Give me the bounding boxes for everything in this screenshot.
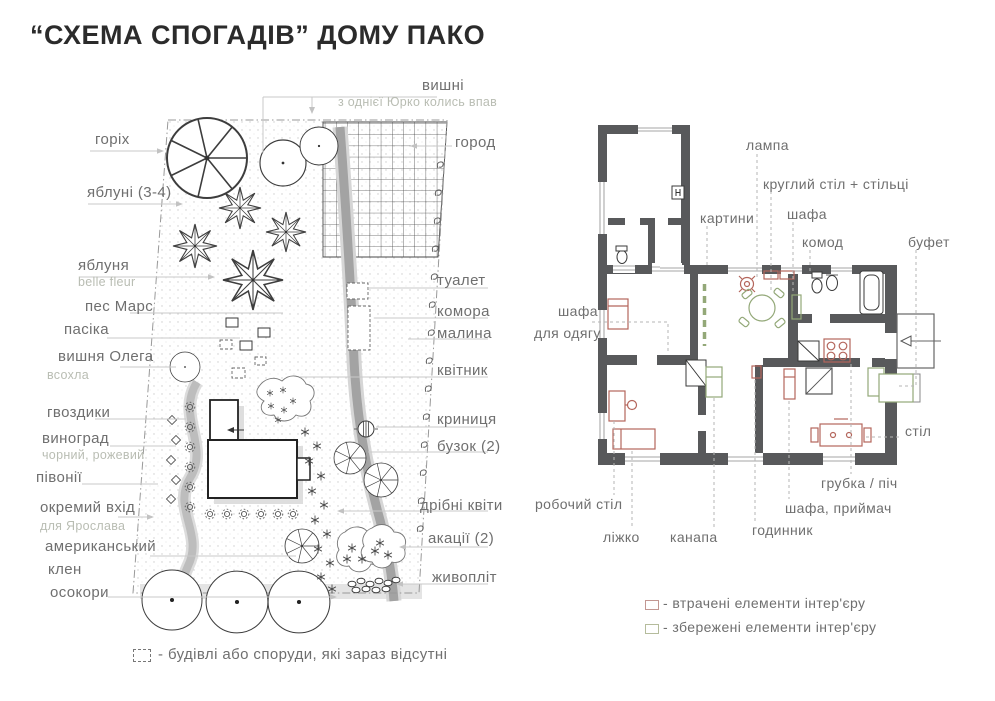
sofa	[706, 367, 722, 397]
porch	[897, 314, 941, 368]
beehive	[226, 318, 238, 327]
label-oleg-cherry-note: всохла	[47, 368, 89, 382]
beehive	[258, 328, 270, 337]
legend-saved-label: - збережені елементи інтер'єру	[663, 619, 877, 635]
label-apple-trees: яблуні (3-4)	[87, 184, 172, 201]
legend-lost-label: - втрачені елементи інтер'єру	[663, 595, 866, 611]
apple-tree-belle-fleur	[223, 250, 283, 310]
label-lamp: лампа	[746, 137, 789, 153]
bed-sw	[613, 429, 655, 449]
label-buffet: буфет	[908, 234, 950, 250]
label-stove: грубка / піч	[821, 475, 898, 491]
label-well: криниця	[437, 411, 497, 428]
label-wardrobe-radio: шафа, приймач	[785, 500, 892, 516]
round-table	[738, 287, 786, 328]
label-dog-mars: пес Марс	[85, 298, 154, 315]
sink-icon	[826, 275, 838, 291]
poplar-tree	[142, 570, 202, 630]
absent-hive	[255, 357, 266, 365]
dark-bed-icon	[806, 368, 832, 394]
legend-lost-icon	[645, 600, 659, 610]
page-title: “СХЕМА СПОГАДІВ” ДОМУ ПАКО	[30, 20, 486, 50]
label-acacias: акації (2)	[428, 530, 495, 547]
label-desk: робочий стіл	[535, 496, 623, 512]
label-wardrobe-left-note: для одягу	[534, 325, 601, 341]
wardrobe-radio-item	[784, 369, 795, 399]
label-separate-entrance: окремий вхід	[40, 499, 136, 516]
legend-absent-buildings-icon	[133, 649, 151, 662]
buffet	[879, 374, 913, 402]
label-carnations: гвоздики	[47, 404, 111, 421]
legend-saved-icon	[645, 624, 659, 634]
label-storeroom: комора	[437, 303, 490, 320]
label-apiary: пасіка	[64, 321, 109, 338]
label-clock: годинник	[752, 522, 813, 538]
absent-hive	[220, 340, 232, 349]
label-flowerbed: квітник	[437, 362, 488, 379]
work-desk	[609, 391, 637, 421]
label-oleg-cherry: вишня Олега	[58, 348, 154, 365]
label-grapes-note: чорний, рожевий	[42, 448, 145, 462]
label-wardrobe-left: шафа	[558, 303, 598, 319]
apple-tree	[219, 187, 261, 229]
label-separate-entrance-note: для Ярослава	[40, 519, 126, 533]
label-bed: ліжко	[603, 529, 640, 545]
poplar-tree	[206, 571, 268, 633]
label-poplars: осокори	[50, 584, 109, 601]
absent-storeroom	[348, 306, 370, 350]
label-chest: комод	[802, 234, 844, 250]
apple-tree	[173, 224, 217, 268]
lost-furniture	[608, 271, 871, 449]
maple-tree	[285, 529, 319, 563]
absent-toilet	[347, 283, 368, 299]
label-small-flowers: дрібні квіти	[420, 497, 503, 514]
beehive	[240, 341, 252, 350]
bathtub-icon	[860, 271, 883, 314]
dining-table	[811, 419, 871, 446]
label-peonies: півонії	[36, 469, 83, 486]
label-apple-tree-note: belle fleur	[78, 275, 136, 289]
door-swing-square	[686, 360, 706, 386]
label-sofa: канапа	[670, 529, 718, 545]
cherry-tree	[260, 140, 306, 186]
label-american-maple-line1: американський	[45, 538, 157, 555]
label-apple-tree: яблуня	[78, 257, 130, 274]
masonry-stove	[798, 341, 819, 361]
lilac-shrub	[334, 442, 366, 474]
entrance-door-gap	[885, 333, 897, 359]
label-cherries: вишні	[422, 77, 464, 94]
label-vegetable-garden: город	[455, 134, 496, 151]
label-table: стіл	[905, 423, 932, 439]
label-paintings: картини	[700, 210, 755, 226]
label-raspberry: малина	[437, 325, 492, 342]
label-lilac: бузок (2)	[437, 438, 501, 455]
walnut-tree	[167, 118, 247, 198]
label-round-table: круглий стіл + стільці	[763, 176, 909, 192]
label-wardrobe-top: шафа	[787, 206, 827, 222]
bath-toilet-icon	[812, 272, 822, 293]
label-toilet: туалет	[437, 272, 486, 289]
bed-nw	[608, 299, 628, 329]
label-walnut: горіх	[95, 131, 130, 148]
absent-hive	[232, 368, 245, 378]
label-american-maple-line2: клен	[48, 561, 82, 578]
cherry-tree	[300, 127, 338, 165]
lilac-shrub	[364, 463, 398, 497]
label-grapes: виноград	[42, 430, 110, 447]
legend-absent-buildings-label: - будівлі або споруди, які зараз відсутні	[158, 646, 448, 663]
radiator-icon	[672, 186, 684, 199]
apple-tree	[266, 212, 306, 252]
toilet-icon	[616, 246, 627, 264]
label-hedge: живопліт	[432, 569, 497, 586]
label-cherries-note: з однієї Юрко колись впав	[338, 95, 498, 109]
